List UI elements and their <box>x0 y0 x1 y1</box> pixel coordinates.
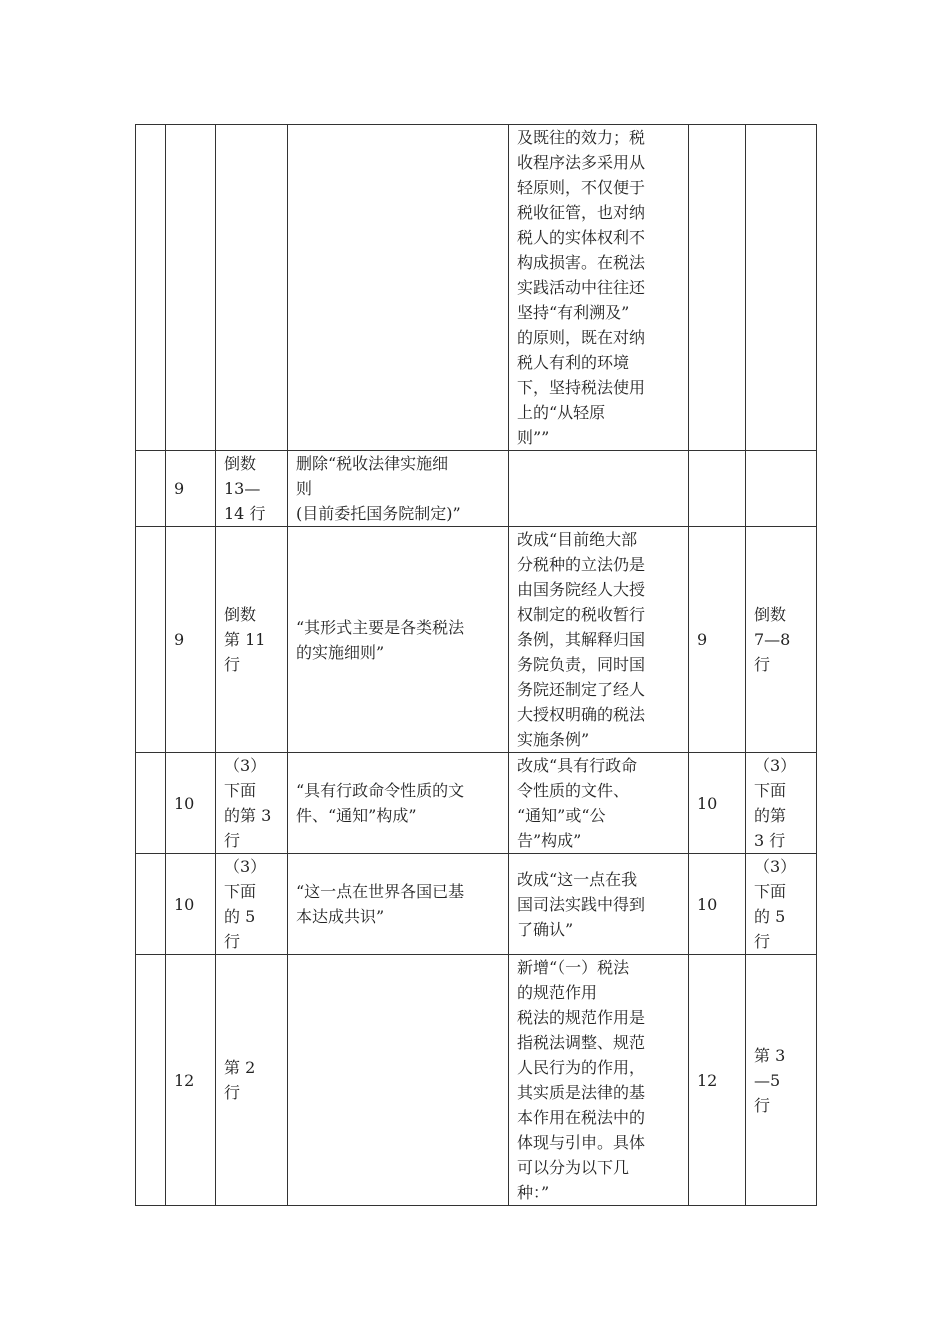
revised-text-cell: 改成“目前绝大部 分税种的立法仍是 由国务院经人大授 权制定的税收暂行 条例，其解释归国 务院负责，同时国 务院还制定了经人 大授权明确的税法 实施条例” <box>509 527 689 753</box>
page-cell: 10 <box>166 753 216 854</box>
line-cell: （3） 下面 的 5 行 <box>216 854 288 955</box>
new-line-cell: （3） 下面 的第 3 行 <box>746 753 817 854</box>
new-page-cell <box>689 451 746 527</box>
new-line-cell: 第 3 —5 行 <box>746 955 817 1206</box>
errata-table <box>135 124 817 1206</box>
revised-text-cell: 及既往的效力；税 收程序法多采用从 轻原则，不仅便于 税收征管，也对纳 税人的实体权利不 构成损害。在税法 实践活动中往往还 坚持“有利溯及” 的原则，既在对纳 税人有利的环境 下，坚持税法使用 上的“从轻原 则”” <box>509 125 689 451</box>
new-line-cell: （3） 下面 的 5 行 <box>746 854 817 955</box>
new-page-cell: 9 <box>689 527 746 753</box>
page-cell: 12 <box>166 955 216 1206</box>
blank-cell <box>136 854 166 955</box>
original-text-cell: “其形式主要是各类税法 的实施细则” <box>288 527 509 753</box>
blank-cell <box>136 753 166 854</box>
table-row <box>136 955 817 1206</box>
original-text-cell: 删除“税收法律实施细 则 (目前委托国务院制定)” <box>288 451 509 527</box>
line-cell: 倒数 13— 14 行 <box>216 451 288 527</box>
new-line-cell: 倒数 7—8 行 <box>746 527 817 753</box>
page-cell: 9 <box>166 451 216 527</box>
new-line-cell <box>746 125 817 451</box>
page-cell <box>166 125 216 451</box>
table-row <box>136 854 817 955</box>
table-row <box>136 753 817 854</box>
table-row <box>136 527 817 753</box>
new-page-cell: 12 <box>689 955 746 1206</box>
table-row <box>136 125 817 451</box>
new-page-cell <box>689 125 746 451</box>
new-page-cell: 10 <box>689 854 746 955</box>
revised-text-cell <box>509 451 689 527</box>
new-page-cell: 10 <box>689 753 746 854</box>
line-cell: 第 2 行 <box>216 955 288 1206</box>
revised-text-cell: 新增“（一）税法 的规范作用 税法的规范作用是 指税法调整、规范 人民行为的作用， 其实质是法律的基 本作用在税法中的 体现与引申。具体 可以分为以下几 种：” <box>509 955 689 1206</box>
original-text-cell: “这一点在世界各国已基 本达成共识” <box>288 854 509 955</box>
line-cell: 倒数 第 11 行 <box>216 527 288 753</box>
page-cell: 10 <box>166 854 216 955</box>
table-row <box>136 451 817 527</box>
new-line-cell <box>746 451 817 527</box>
original-text-cell <box>288 125 509 451</box>
original-text-cell <box>288 955 509 1206</box>
original-text-cell: “具有行政命令性质的文 件、“通知”构成” <box>288 753 509 854</box>
page-cell: 9 <box>166 527 216 753</box>
line-cell: （3） 下面 的第 3 行 <box>216 753 288 854</box>
revised-text-cell: 改成“具有行政命 令性质的文件、 “通知”或“公 告”构成” <box>509 753 689 854</box>
blank-cell <box>136 527 166 753</box>
revised-text-cell: 改成“这一点在我 国司法实践中得到 了确认” <box>509 854 689 955</box>
blank-cell <box>136 451 166 527</box>
line-cell <box>216 125 288 451</box>
blank-cell <box>136 125 166 451</box>
blank-cell <box>136 955 166 1206</box>
